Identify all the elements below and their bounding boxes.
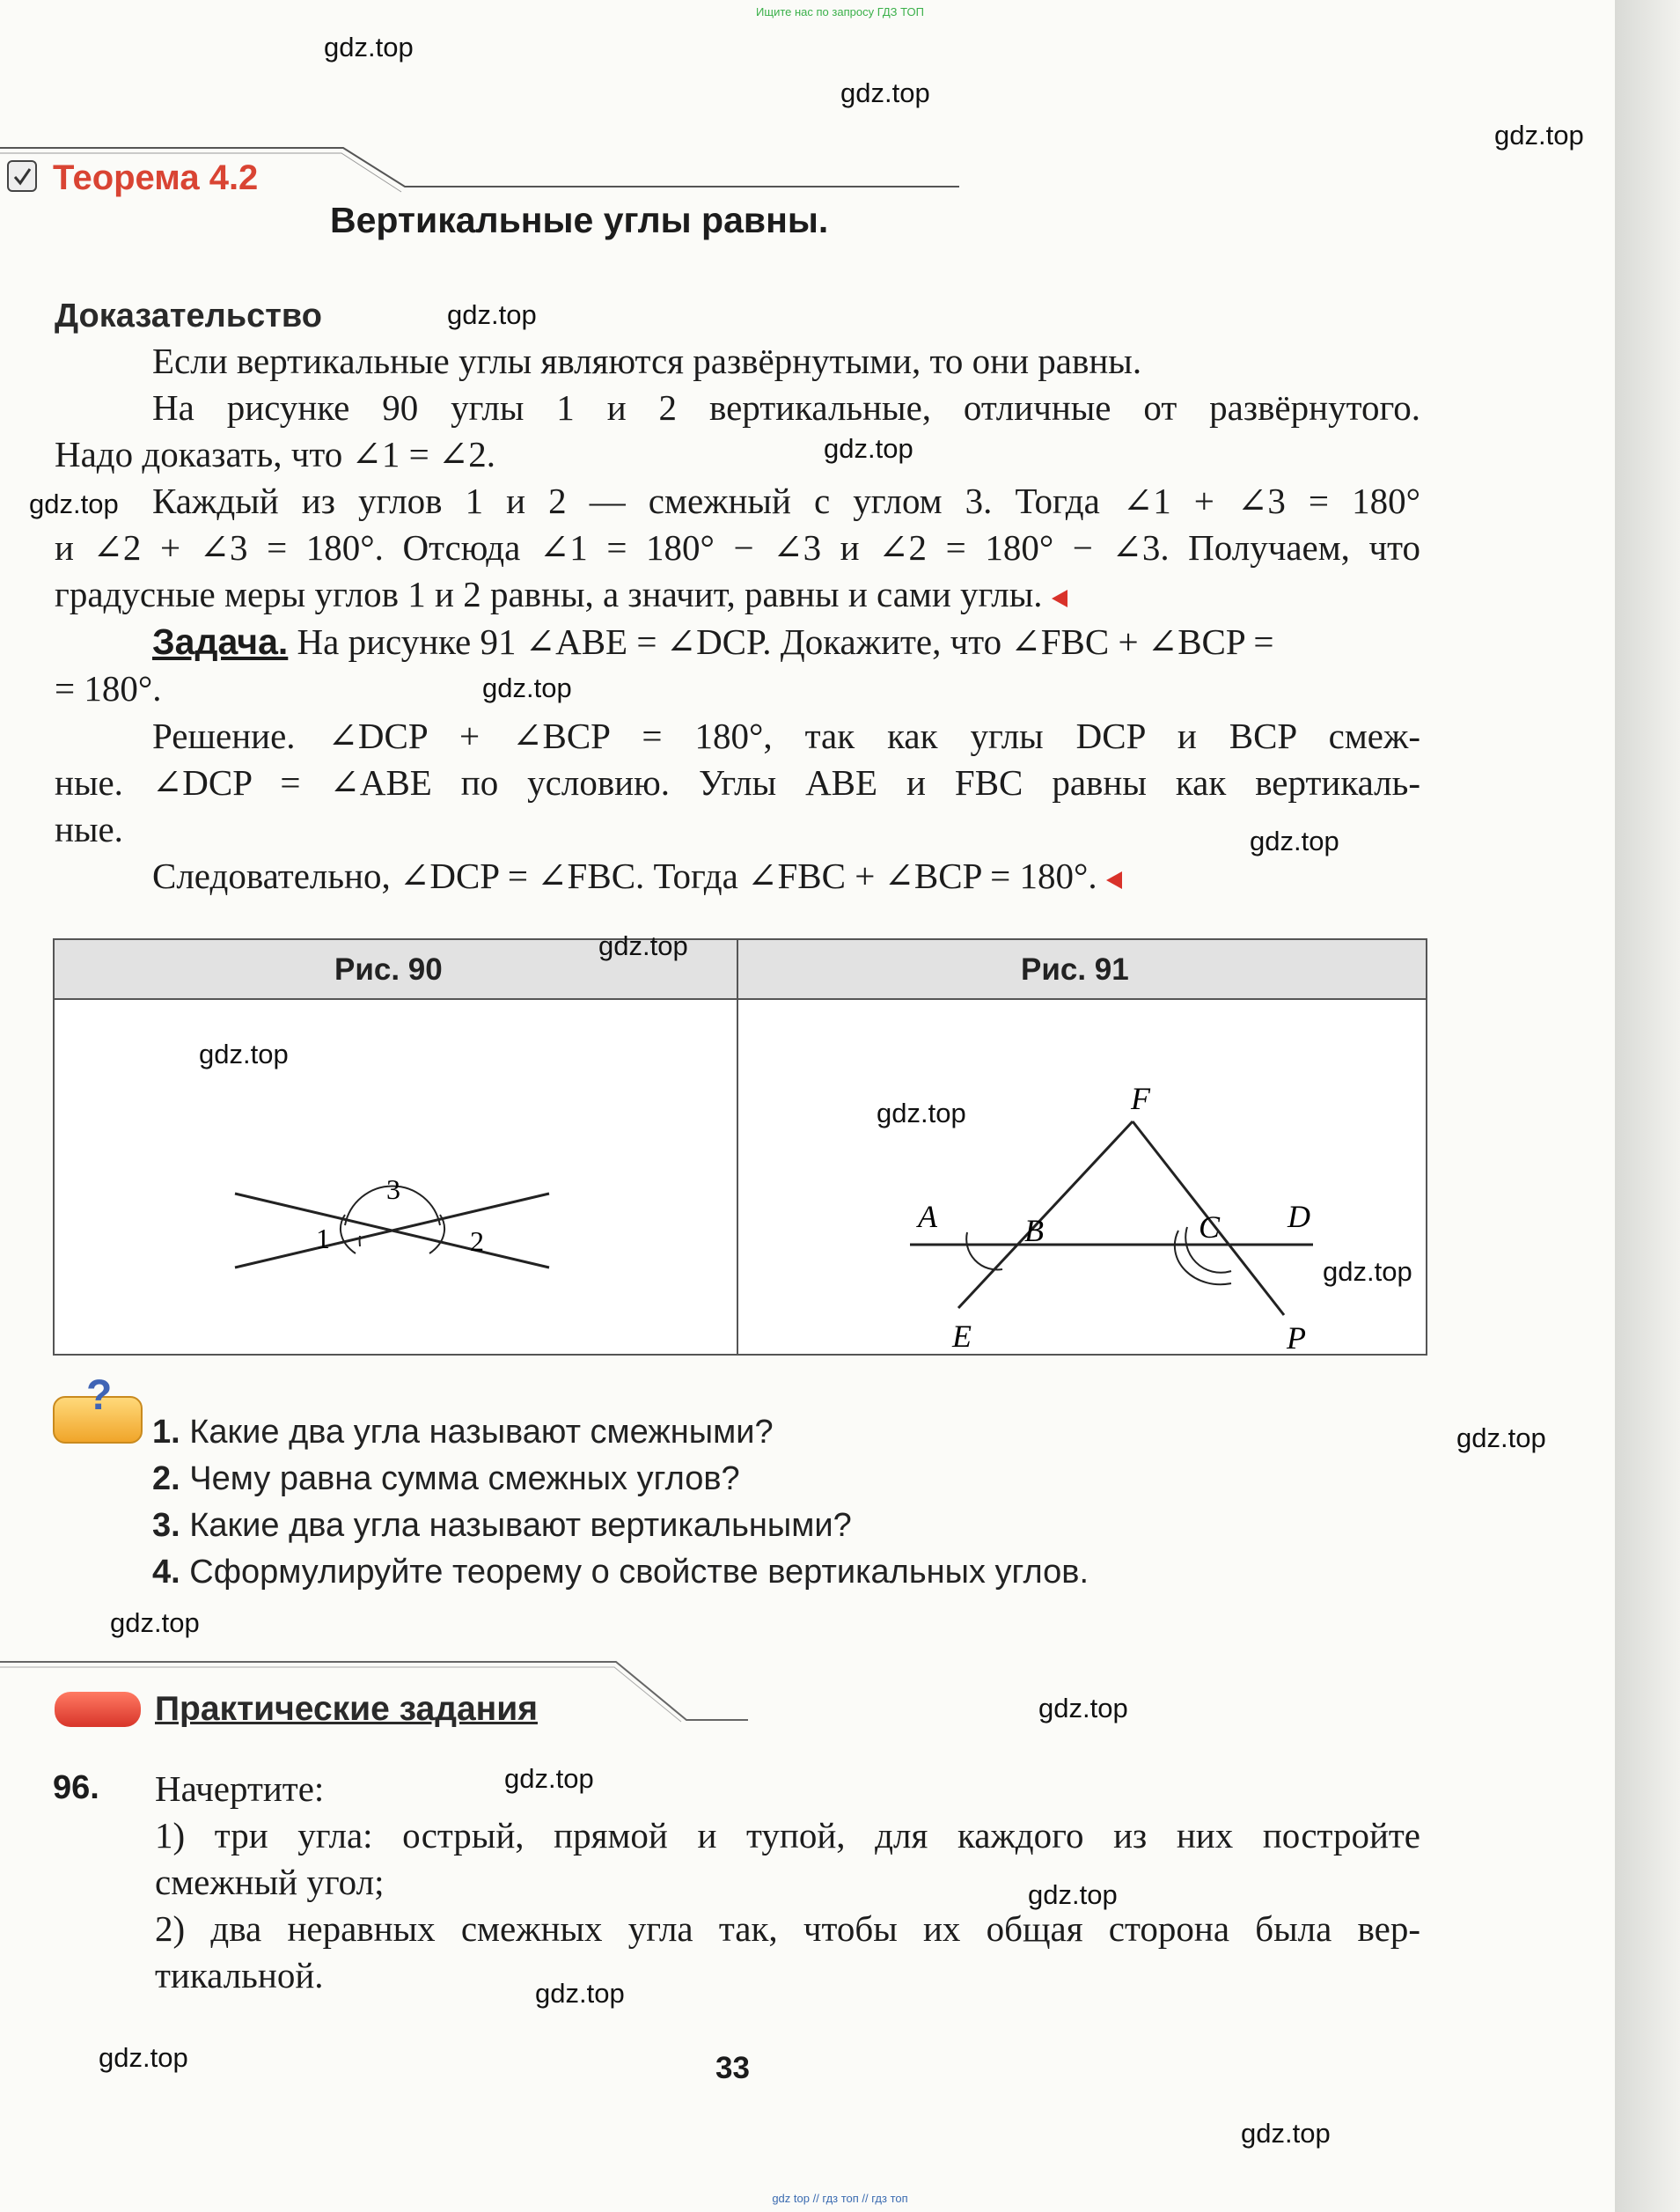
- task-intro: Начертите:: [155, 1768, 325, 1809]
- solution-line: ные. ∠DCP = ∠ABE по условию. Углы ABE и FBC равны как вертикаль-: [55, 762, 1420, 803]
- watermark: gdz.top: [535, 1978, 625, 2009]
- question-3: [152, 1507, 852, 1545]
- watermark: gdz.top: [99, 2042, 188, 2073]
- problem-line: [152, 621, 1420, 663]
- watermark: gdz.top: [29, 489, 119, 519]
- task-item: смежный угол;: [155, 1862, 385, 1902]
- watermark: gdz.top: [877, 1098, 966, 1128]
- watermark: gdz.top: [1038, 1693, 1128, 1723]
- proof-line: Если вертикальные углы являются развёрнутыми, то они равны.: [152, 341, 1142, 381]
- fig91-label-F: F: [1131, 1081, 1150, 1116]
- header-note[interactable]: Ищите нас по запросу ГДЗ ТОП: [756, 5, 924, 18]
- question-number: 1.: [152, 1414, 180, 1451]
- end-of-solution-marker-icon: [1106, 871, 1122, 889]
- watermark: gdz.top: [1323, 1256, 1412, 1287]
- question-number: 4.: [152, 1554, 180, 1591]
- watermark: gdz.top: [840, 77, 930, 108]
- fig91-label-A: A: [918, 1199, 937, 1234]
- problem-line-2: = 180°.: [55, 668, 162, 709]
- question-number: 2.: [152, 1460, 180, 1497]
- theorem-icon: [7, 160, 37, 192]
- fig90-label-2: 2: [470, 1225, 484, 1257]
- fig91-label-P: P: [1287, 1320, 1306, 1350]
- solution-line: ные.: [55, 809, 123, 849]
- end-of-proof-marker-icon: [1052, 590, 1067, 607]
- problem-text: На рисунке 91 ∠ABE = ∠DCP. Докажите, что ∠FBC + ∠BCP =: [288, 621, 1274, 662]
- page-number: 33: [715, 2051, 750, 2085]
- watermark: gdz.top: [1494, 120, 1584, 151]
- task-item: 1) три угла: острый, прямой и тупой, для каждого из них постройте: [155, 1815, 1420, 1856]
- watermark: gdz.top: [1241, 2118, 1331, 2149]
- fig91-label-E: E: [952, 1319, 972, 1350]
- question-1: [152, 1414, 774, 1451]
- question-text: Сформулируйте теорему о свойстве вертикальных углов.: [189, 1554, 1089, 1591]
- footer-note[interactable]: gdz top // гдз топ // гдз топ: [772, 2192, 908, 2205]
- page-edge: [1615, 0, 1680, 2212]
- question-text: Какие два угла называют вертикальными?: [189, 1507, 852, 1544]
- watermark: gdz.top: [504, 1763, 594, 1794]
- practice-badge-icon: [55, 1692, 141, 1727]
- task-number: 96.: [53, 1769, 99, 1806]
- watermark: gdz.top: [1456, 1422, 1546, 1453]
- proof-title: Доказательство: [55, 298, 322, 334]
- practice-title: Практические задания: [155, 1690, 538, 1728]
- watermark: gdz.top: [598, 930, 688, 961]
- watermark: gdz.top: [482, 672, 572, 703]
- proof-line: Надо доказать, что ∠1 = ∠2.: [55, 434, 496, 474]
- proof-line: и ∠2 + ∠3 = 180°. Отсюда ∠1 = 180° − ∠3 и ∠2 = 180° − ∠3. Получаем, что: [55, 527, 1420, 568]
- watermark: gdz.top: [1250, 826, 1339, 856]
- fig91-label-D: D: [1288, 1199, 1310, 1234]
- fig90-label-1: 1: [316, 1223, 330, 1254]
- proof-line: градусные меры углов 1 и 2 равны, а значит, равны и сами углы.: [55, 574, 1043, 614]
- fig91-label-B: B: [1024, 1213, 1044, 1248]
- proof-line: Каждый из углов 1 и 2 — смежный с углом 3. Тогда ∠1 + ∠3 = 180°: [152, 481, 1420, 521]
- figures-panel: [53, 938, 1427, 1356]
- solution-line: Решение. ∠DCP + ∠BCP = 180°, так как углы DCP и BCP смеж-: [152, 716, 1420, 756]
- fig90-label-3: 3: [386, 1173, 400, 1205]
- figure-91-title: Рис. 91: [1021, 952, 1129, 987]
- problem-label: Задача.: [152, 621, 289, 662]
- question-badge-icon: ?: [53, 1396, 143, 1444]
- solution-line: Следовательно, ∠DCP = ∠FBC. Тогда ∠FBC + ∠BCP = 180°.: [152, 856, 1097, 896]
- proof-line: На рисунке 90 углы 1 и 2 вертикальные, отличные от развёрнутого.: [152, 387, 1420, 428]
- question-4: [152, 1554, 1089, 1591]
- theorem-statement: Вертикальные углы равны.: [330, 200, 829, 240]
- task-item: тикальной.: [155, 1955, 324, 1995]
- fig91-label-C: C: [1198, 1209, 1221, 1245]
- watermark: gdz.top: [1028, 1879, 1118, 1910]
- watermark: gdz.top: [824, 433, 913, 464]
- question-2: [152, 1460, 740, 1498]
- figure-91-drawing: [738, 998, 1426, 1350]
- question-text: Чему равна сумма смежных углов?: [189, 1460, 740, 1497]
- watermark: gdz.top: [324, 32, 414, 62]
- figure-90-drawing: [55, 998, 737, 1350]
- watermark: gdz.top: [447, 299, 537, 330]
- watermark: gdz.top: [199, 1039, 289, 1069]
- task-item: 2) два неравных смежных угла так, чтобы их общая сторона была вер-: [155, 1908, 1420, 1949]
- theorem-label: Теорема 4.2: [53, 158, 259, 197]
- question-text: Какие два угла называют смежными?: [189, 1414, 774, 1451]
- watermark: gdz.top: [110, 1607, 200, 1638]
- figure-90-title: Рис. 90: [334, 952, 443, 987]
- figures-header: [55, 940, 1426, 1000]
- proof-end-line: [55, 573, 1420, 615]
- solution-end-line: [152, 855, 1420, 897]
- question-number: 3.: [152, 1507, 180, 1544]
